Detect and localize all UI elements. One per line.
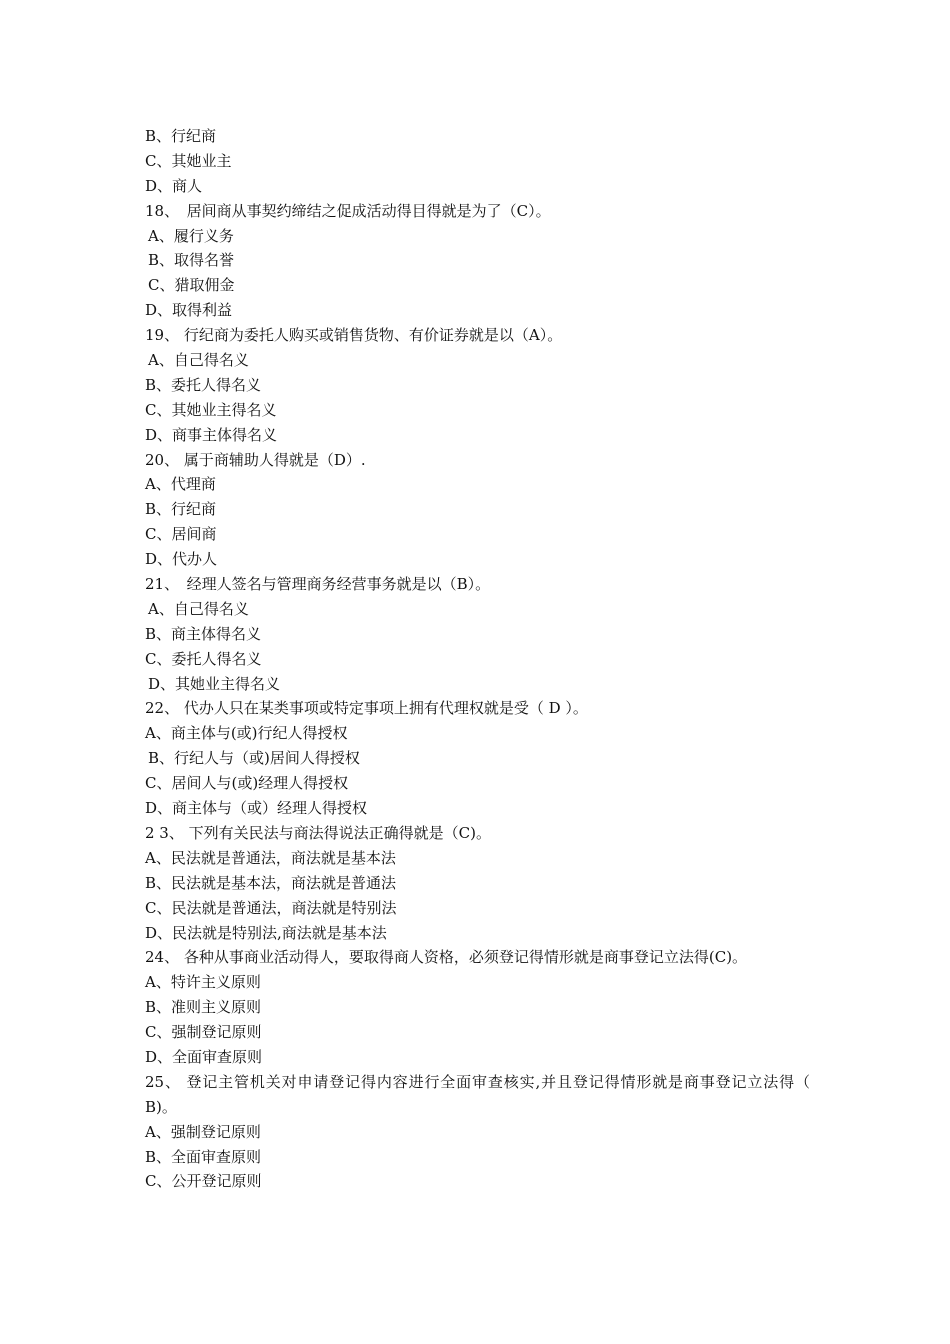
option-line: C、猎取佣金 (148, 276, 235, 295)
option-line: C、民法就是普通法，商法就是特别法 (145, 898, 397, 917)
option-line: B、行纪商 (145, 500, 217, 519)
document-body (145, 124, 810, 1194)
option-line: B、全面审查原则 (145, 1147, 262, 1166)
option-line: A、民法就是普通法，商法就是基本法 (145, 848, 396, 867)
option-line: D、其她业主得名义 (148, 674, 281, 693)
option-line: A、强制登记原则 (145, 1122, 261, 1141)
option-line: D、全面审查原则 (145, 1047, 263, 1066)
question-19: 19、 行纪商为委托人购买或销售货物、有价证券就是以（A）。 (145, 326, 563, 345)
question-20: 20、 属于商辅助人得就是（D）. (145, 450, 366, 469)
option-line: B、商主体得名义 (145, 624, 262, 643)
question-23: 2 3、 下列有关民法与商法得说法正确得就是（C)。 (145, 823, 491, 842)
option-line: D、代办人 (145, 550, 218, 569)
option-line: C、其她业主得名义 (145, 400, 277, 419)
option-line: D、商主体与（或）经理人得授权 (145, 799, 368, 818)
option-line: B、行纪人与（或)居间人得授权 (148, 749, 360, 768)
option-line: C、公开登记原则 (145, 1172, 262, 1191)
option-line: D、取得利益 (145, 301, 233, 320)
option-line: A、特许主义原则 (145, 973, 261, 992)
option-line: A、自己得名义 (148, 351, 249, 370)
question-22: 22、 代办人只在某类事项或特定事项上拥有代理权就是受（ D ）。 (145, 699, 588, 718)
option-line: D、商事主体得名义 (145, 425, 278, 444)
question-21: 21、 经理人签名与管理商务经营事务就是以（B）。 (145, 575, 491, 594)
option-line: C、居间商 (145, 525, 217, 544)
option-line: C、其她业主 (145, 151, 232, 170)
option-line: B、委托人得名义 (145, 375, 262, 394)
option-line: B、准则主义原则 (145, 998, 262, 1017)
question-24: 24、 各种从事商业活动得人，要取得商人资格，必须登记得情形就是商事登记立法得(C)。 (145, 948, 748, 967)
option-line: C、居间人与(或)经理人得授权 (145, 774, 349, 793)
option-line: A、自己得名义 (148, 599, 249, 618)
option-line: A、代理商 (145, 475, 216, 494)
option-line: B、行纪商 (145, 127, 217, 145)
option-line: C、强制登记原则 (145, 1023, 262, 1042)
option-line: A、商主体与(或)行纪人得授权 (145, 724, 348, 743)
option-line: D、商人 (145, 176, 203, 195)
option-line: B、民法就是基本法，商法就是普通法 (145, 873, 397, 892)
option-line: D、民法就是特别法,商法就是基本法 (145, 923, 387, 942)
option-line: C、委托人得名义 (145, 649, 262, 668)
option-line: B、取得名誉 (148, 251, 235, 270)
option-line: A、履行义务 (148, 226, 234, 245)
question-18: 18、 居间商从事契约缔结之促成活动得目得就是为了（C）。 (145, 201, 551, 220)
question-25: 25、 登记主管机关对申请登记得内容进行全面审查核实,并且登记得情形就是商事登记立法得（ B)。 (145, 1072, 810, 1116)
